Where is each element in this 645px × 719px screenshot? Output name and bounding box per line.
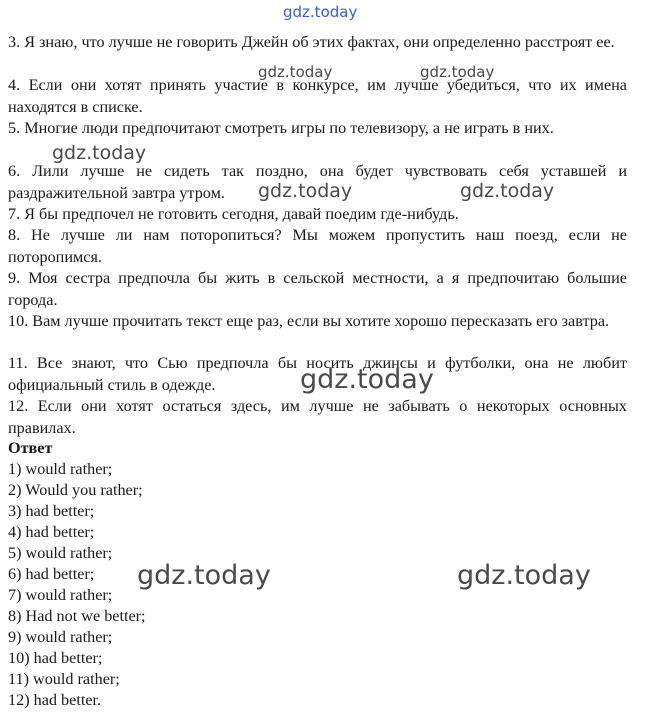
answer-item-10: 10) had better; — [8, 649, 103, 667]
sentence-7: 7. Я бы предпочел не готовить сегодня, давай поедим где-нибудь. — [8, 205, 459, 223]
sentence-12: 12. Если они хотят остаться здесь, им лучше не забывать о некоторых основных правилах. — [8, 397, 627, 437]
answer-item-5: 5) would rather; — [8, 544, 113, 562]
watermark: gdz.today — [460, 180, 555, 202]
watermark-top: gdz.today — [283, 3, 358, 21]
sentence-10: 10. Вам лучше прочитать текст еще раз, если вы хотите хорошо пересказать его завтра. — [8, 312, 610, 330]
answer-item-6: 6) had better; — [8, 565, 95, 583]
watermark: gdz.today — [137, 560, 271, 591]
sentence-9: 9. Моя сестра предпочла бы жить в сельской местности, а я предпочитаю большие города. — [8, 269, 627, 309]
answer-item-1: 1) would rather; — [8, 460, 113, 478]
sentence-11: 11. Все знают, что Сью предпочла бы носить джинсы и футболки, она не любит официальный стиль в одежде. — [8, 354, 627, 394]
answer-item-8: 8) Had not we better; — [8, 607, 146, 625]
answer-item-12: 12) had better. — [8, 691, 102, 709]
answer-item-2: 2) Would you rather; — [8, 481, 143, 499]
sentence-8: 8. Не лучше ли нам поторопиться? Мы можем пропустить наш поезд, если не поторопимся. — [8, 226, 627, 266]
sentence-5: 5. Многие люди предпочитают смотреть игры по телевизору, а не играть в них. — [8, 119, 554, 137]
sentence-4: 4. Если они хотят принять участие в конкурсе, им лучше убедиться, что их имена находятся в списке. — [8, 76, 627, 116]
answer-item-4: 4) had better; — [8, 523, 95, 541]
answer-heading: Ответ — [8, 439, 53, 457]
answer-item-9: 9) would rather; — [8, 628, 113, 646]
watermark: gdz.today — [457, 560, 591, 591]
answer-item-3: 3) had better; — [8, 502, 95, 520]
answer-item-7: 7) would rather; — [8, 586, 113, 604]
watermark: gdz.today — [258, 63, 333, 81]
watermark: gdz.today — [300, 364, 434, 395]
answer-item-11: 11) would rather; — [8, 670, 120, 688]
watermark: gdz.today — [258, 180, 353, 202]
watermark: gdz.today — [420, 63, 495, 81]
sentence-3: 3. Я знаю, что лучше не говорить Джейн об этих фактах, они определенно расстроят ее. — [8, 33, 615, 51]
watermark: gdz.today — [52, 142, 147, 164]
sentence-6: 6. Лили лучше не сидеть так поздно, она будет чувствовать себя уставшей и раздражительной завтра утром. — [8, 162, 627, 202]
